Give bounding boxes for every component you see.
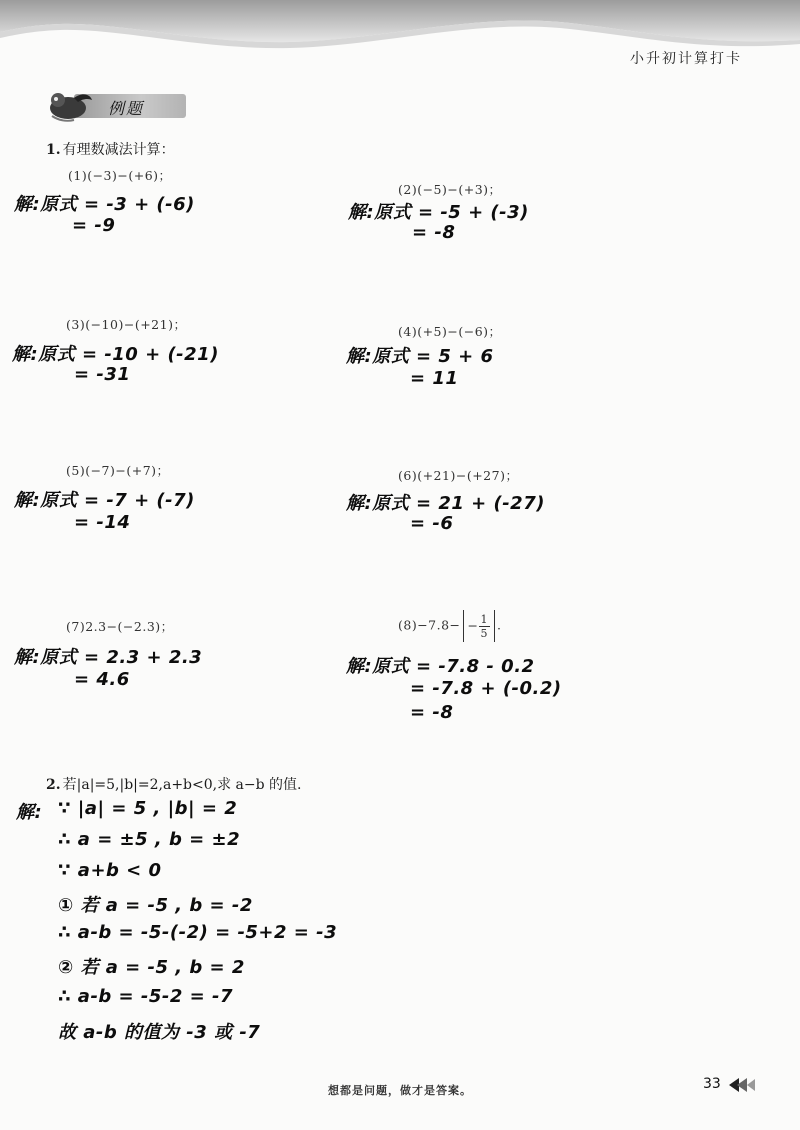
problem-3-solution-line-1: 解:原式 = -10 + (-21) (12, 344, 219, 365)
problem-8-solution-line-2: = -7.8 + (-0.2) (410, 678, 562, 699)
section-banner (44, 84, 194, 128)
question-2-prompt: 若|a|=5,|b|=2,a+b<0,求 a−b 的值. (62, 777, 302, 793)
problem-7-solution-line-1: 解:原式 = 2.3 + 2.3 (14, 647, 203, 668)
problem-1-solution-line-2: = -9 (72, 215, 116, 236)
question-2-step-8: 故 a-b 的值为 -3 或 -7 (58, 1022, 261, 1043)
problem-7-text: (7)2.3−(−2.3)； (66, 619, 174, 634)
problem-1-solution-line-1: 解:原式 = -3 + (-6) (14, 194, 195, 215)
question-2-step-2: ∴ a = ±5 , b = ±2 (58, 829, 241, 850)
problem-5-solution-line-1: 解:原式 = -7 + (-7) (14, 490, 195, 511)
problem-2-solution-line-1: 解:原式 = -5 + (-3) (348, 202, 529, 223)
problem-8-text-prefix: (8)−7.8− (398, 617, 461, 633)
problem-5-solution-line-2: = -14 (74, 512, 131, 533)
problem-8-text-suffix: . (497, 617, 502, 633)
problem-8-text (398, 610, 502, 642)
question-2-intro (46, 774, 302, 794)
problem-7-solution-line-2: = 4.6 (74, 669, 130, 690)
question-2-step-7: ∴ a-b = -5-2 = -7 (58, 986, 234, 1007)
page-number: 33 (703, 1076, 721, 1092)
problem-3-text: (3)(−10)−(+21)； (66, 317, 187, 332)
fraction (479, 613, 491, 640)
problem-6-text: (6)(+21)−(+27)； (398, 468, 519, 483)
problem-3-solution-line-2: = -31 (74, 364, 131, 385)
section-label: 例题 (108, 99, 145, 118)
question-2-step-1: ∵ |a| = 5 , |b| = 2 (58, 798, 238, 819)
page-arrow-icon (727, 1077, 757, 1093)
problem-5-text: (5)(−7)−(+7)； (66, 463, 170, 478)
mascot-icon (44, 84, 94, 128)
problem-1-text: (1)(−3)−(+6)； (68, 168, 172, 183)
problem-6-solution-line-1: 解:原式 = 21 + (-27) (346, 493, 545, 514)
question-1-intro (46, 139, 175, 159)
question-2-step-4: ① 若 a = -5 , b = -2 (58, 895, 253, 916)
question-1-number: 1. (46, 142, 61, 158)
absolute-value-bars (463, 610, 495, 642)
question-2-solution-label: 解: (16, 802, 43, 823)
question-2-number: 2. (46, 777, 61, 793)
question-2-step-6: ② 若 a = -5 , b = 2 (58, 957, 245, 978)
problem-4-text: (4)(+5)−(−6)； (398, 324, 502, 339)
question-2-step-3: ∵ a+b < 0 (58, 860, 162, 881)
problem-8-solution-line-3: = -8 (410, 702, 454, 723)
problem-4-solution-line-1: 解:原式 = 5 + 6 (346, 346, 494, 367)
question-2-step-5: ∴ a-b = -5-(-2) = -5+2 = -3 (58, 922, 338, 943)
abs-inner-sign: − (467, 618, 479, 633)
question-1-prompt: 有理数减法计算： (62, 142, 175, 158)
fraction-denominator: 5 (480, 627, 489, 640)
problem-6-solution-line-2: = -6 (410, 513, 454, 534)
footer-motto: 想都是问题，做才是答案。 (328, 1084, 472, 1097)
problem-2-solution-line-2: = -8 (412, 222, 456, 243)
running-head: 小升初计算打卡 (630, 51, 742, 67)
fraction-numerator: 1 (480, 613, 489, 626)
problem-8-solution-line-1: 解:原式 = -7.8 - 0.2 (346, 656, 535, 677)
problem-2-text: (2)(−5)−(+3)； (398, 182, 502, 197)
problem-4-solution-line-2: = 11 (410, 368, 459, 389)
